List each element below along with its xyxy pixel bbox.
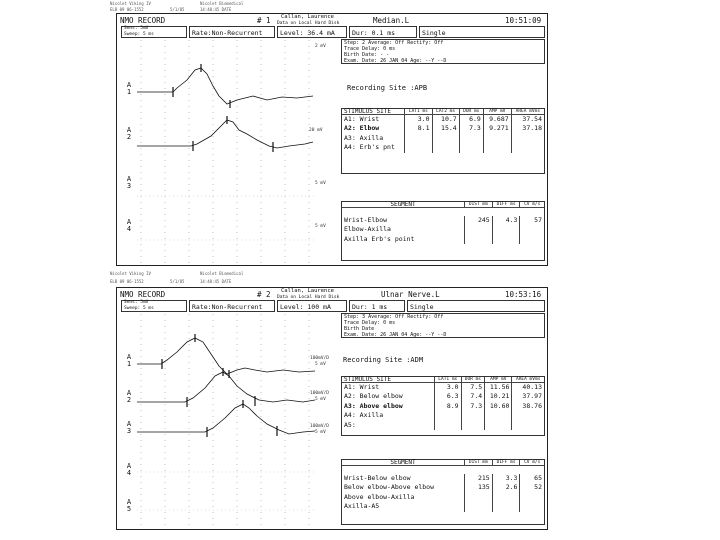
info-line-4: Exam. Date: 26 JAN 04 Age: --Y --D [344, 332, 447, 338]
study-2-panel [116, 287, 548, 530]
diff-cell [492, 235, 520, 244]
col-dur: DUR ms [461, 377, 485, 383]
mode-value: Single [422, 29, 446, 37]
dist-cell: 245 [465, 216, 493, 225]
dur-cell: 6.9 [459, 115, 483, 125]
trace-1 [137, 338, 315, 374]
data-source: Data on Local Hard Disk [277, 21, 340, 26]
site-cell: A1: Wrist [342, 383, 435, 393]
diff-cell [492, 493, 520, 502]
dur-cell: 7.5 [461, 383, 485, 393]
col-amp: AMP mV [485, 377, 512, 383]
area-cell: 37.54 [522, 115, 542, 123]
study-2-stimulus-table-box [341, 376, 545, 436]
trace-1 [137, 68, 313, 104]
info-line-4: Exam. Date: 26 JAN 04 Age: --Y --D [344, 58, 447, 64]
site-cell: A1: Wrist [342, 115, 405, 125]
amp-cell: 11.56 [485, 383, 512, 393]
dur-value: Dur: 1 ms [352, 303, 388, 311]
sweep-label: Sweep: 5 ms [124, 32, 154, 37]
study-2-segment-table [342, 460, 544, 512]
lat2-cell: 10.7 [432, 115, 459, 125]
mode-box [407, 300, 545, 312]
cv-cell [520, 225, 544, 234]
study-1-segment-table-box [341, 201, 545, 261]
top-header-line-4: Nicolet Biomedical [200, 1, 244, 6]
sens-sweep-box [121, 26, 187, 38]
study-2-waveforms [117, 314, 337, 528]
dur-cell: 7.3 [461, 402, 485, 411]
mid-header-line-3: 5/1/85 [170, 279, 185, 284]
cv-cell: 57 [534, 216, 542, 224]
dist-cell [465, 493, 493, 502]
lat2-cell: 15.4 [432, 124, 459, 133]
info-line-3: Birth Date: - - [344, 52, 390, 58]
amp-cell: 10.21 [485, 392, 512, 401]
dist-cell: 135 [465, 483, 493, 492]
cv-cell: 65 [534, 474, 542, 482]
trace-label-4: A 4 [126, 218, 132, 233]
recording-site: Recording Site :ADM [343, 356, 424, 364]
mid-header-line-1: Nicolet Viking IV [110, 271, 151, 276]
segment-cell: Axilla-A5 [342, 502, 465, 511]
mode-value: Single [410, 303, 434, 311]
lat1-cell [405, 134, 432, 143]
col-segment: SEGMENT [342, 202, 465, 208]
col-segment: SEGMENT [342, 460, 465, 466]
site-cell: A3: Axilla [342, 134, 405, 143]
cv-cell [520, 493, 544, 502]
area-cell: 37.18 [522, 124, 542, 133]
study-2-settings-box [341, 313, 545, 338]
dist-cell: 215 [465, 474, 493, 483]
trace-label-5: A 5 [126, 498, 132, 513]
clock-time: 10:53:16 [505, 290, 542, 299]
col-dur: DUR ms [459, 109, 483, 115]
app-title: NMO RECORD [120, 16, 166, 25]
segment-cell: Wrist-Elbow [342, 216, 465, 225]
mid-header-line-5: 14:40:45 DATE [200, 279, 232, 284]
area-cell [511, 134, 544, 143]
study-number: # 2 [257, 290, 271, 299]
study-1-segment-table [342, 202, 544, 244]
table-row [342, 134, 544, 143]
col-dist: DIST mm [465, 460, 493, 466]
site-cell: A3: Above elbow [342, 402, 435, 411]
study-2-stimulus-table [342, 377, 544, 430]
table-row [342, 392, 544, 401]
col-area: AREA mVms [512, 377, 544, 383]
info-line-1: Step: 3 Average: Off Rectify: Off [344, 314, 444, 320]
rate-value: Rate:Non-Recurrent [192, 29, 263, 37]
study-2-info-panel [341, 313, 547, 527]
scale-label-6: 5 mV [315, 430, 326, 435]
cv-cell [520, 235, 544, 244]
lat1-cell: 3.0 [435, 383, 462, 393]
amp-cell [485, 421, 512, 430]
col-stimulus-site: STIMULUS SITE [342, 377, 435, 383]
sens-label: Sens: 5mV [124, 300, 149, 305]
rate-box [189, 26, 275, 38]
diff-cell: 3.3 [492, 474, 520, 483]
amp-cell: 9.687 [483, 115, 511, 125]
info-line-3: Birth Date [344, 326, 375, 332]
level-value: Level: 100 mA [280, 303, 331, 311]
amp-cell [483, 143, 511, 152]
trace-label-1: A 1 [126, 353, 132, 368]
site-cell: A2: Below elbow [342, 392, 435, 401]
dur-box [349, 300, 405, 312]
table-row [342, 502, 544, 511]
lat1-cell: 8.9 [435, 402, 462, 411]
table-row [342, 483, 544, 492]
table-row [342, 411, 544, 420]
col-lat1: LAT1 ms [435, 377, 462, 383]
site-cell: A2: Elbow [342, 124, 405, 133]
lat1-cell: 6.3 [435, 392, 462, 401]
rate-value: Rate:Non-Recurrent [192, 303, 263, 311]
col-area: AREA mVms [511, 109, 544, 115]
lat1-cell [435, 421, 462, 430]
dur-cell [461, 411, 485, 420]
study-1-header [117, 14, 547, 38]
col-lat1: LAT1 ms [405, 109, 432, 115]
dur-cell: 7.4 [461, 392, 485, 401]
trace-2 [137, 372, 315, 402]
table-row [342, 474, 544, 483]
lat2-cell [432, 143, 459, 152]
table-row [342, 402, 544, 411]
col-cv: CV m/s [520, 460, 544, 466]
table-row [342, 421, 544, 430]
scale-label-2: 20 mV [309, 128, 323, 133]
trace-2 [137, 120, 313, 148]
dur-box [349, 26, 417, 38]
diff-cell [492, 502, 520, 511]
scale-label-3: 5 mV [315, 181, 326, 186]
patient-name: Callan, Laurence [281, 14, 334, 20]
info-line-2: Trace Delay: 0 ms [344, 320, 396, 326]
info-line-2: Trace Delay: 0 ms [344, 46, 396, 52]
scale-label-1: 2 mV [315, 44, 326, 49]
table-row [342, 225, 544, 234]
dur-cell [461, 421, 485, 430]
amp-cell [483, 134, 511, 143]
trace-label-1: A 1 [126, 81, 132, 96]
col-dist: DIST mm [465, 202, 493, 208]
amp-cell [485, 411, 512, 420]
col-diff: DIFF ms [492, 202, 520, 208]
table-row [342, 216, 544, 225]
area-cell [512, 421, 544, 430]
app-title: NMO RECORD [120, 290, 166, 299]
top-header-line-5: 14:40:45 DATE [200, 7, 232, 12]
study-1-waveforms [117, 40, 337, 264]
dist-cell [465, 225, 493, 234]
dur-value: Dur: 0.1 ms [352, 29, 396, 37]
amp-cell: 10.60 [485, 402, 512, 411]
trace-label-3: A 3 [126, 175, 132, 190]
cv-cell: 52 [534, 483, 542, 492]
diff-cell [492, 225, 520, 234]
site-cell: A4: Erb's pnt [342, 143, 405, 152]
scale-label-4: 5 mV [315, 224, 326, 229]
area-cell: 37.97 [522, 392, 542, 401]
segment-cell: Wrist-Below elbow [342, 474, 465, 483]
area-cell: 40.13 [522, 383, 542, 391]
table-row [342, 143, 544, 152]
scale-label-4: 5 mV [315, 397, 326, 402]
trace-label-3: A 3 [126, 420, 132, 435]
study-1-stimulus-table [342, 109, 544, 153]
amp-cell: 9.271 [483, 124, 511, 133]
lat1-cell: 3.0 [405, 115, 432, 125]
data-source: Data on Local Hard Disk [277, 295, 340, 300]
sweep-label: Sweep: 5 ms [124, 306, 154, 311]
col-stimulus-site: STIMULUS SITE [342, 109, 405, 115]
trace-label-2: A 2 [126, 389, 132, 404]
site-cell: A5: [342, 421, 435, 430]
area-cell [512, 411, 544, 420]
study-2-header [117, 288, 547, 312]
nerve-name: Ulnar Nerve.L [381, 290, 440, 299]
level-value: Level: 36.4 mA [280, 29, 335, 37]
rate-box [189, 300, 275, 312]
segment-cell: Axilla Erb's point [342, 235, 465, 244]
dur-cell [459, 134, 483, 143]
scale-label-3: 100mV/D [310, 391, 329, 396]
top-header-line-3: 5/1/85 [170, 7, 185, 12]
segment-cell: Above elbow-Axilla [342, 493, 465, 502]
info-line-1: Step: 2 Average: Off Rectify: Off [344, 40, 444, 46]
dur-cell [459, 143, 483, 152]
dist-cell [465, 502, 493, 511]
lat1-cell [405, 143, 432, 152]
grid-dots [141, 314, 309, 528]
study-1-panel [116, 13, 548, 266]
clock-time: 10:51:09 [505, 16, 542, 25]
scale-label-5: 100mV/D [310, 424, 329, 429]
mode-box [419, 26, 545, 38]
study-1-stimulus-table-box [341, 108, 545, 174]
area-cell [511, 143, 544, 152]
col-cv: CV m/s [520, 202, 544, 208]
study-number: # 1 [257, 16, 271, 25]
patient-name: Callan, Laurence [281, 288, 334, 294]
segment-cell: Elbow-Axilla [342, 225, 465, 234]
level-box [277, 26, 347, 38]
col-diff: DIFF ms [492, 460, 520, 466]
sens-label: Sens: 5mV [124, 26, 149, 31]
trace-label-2: A 2 [126, 126, 132, 141]
trace-3 [137, 404, 315, 434]
study-2-segment-table-box [341, 459, 545, 525]
dist-cell [465, 235, 493, 244]
diff-cell: 4.3 [492, 216, 520, 225]
top-header-line-2: ELB 09 06-1552 [110, 7, 144, 12]
site-cell: A4: Axilla [342, 411, 435, 420]
col-amp: AMP mV [483, 109, 511, 115]
diff-cell: 2.6 [492, 483, 520, 492]
recording-site: Recording Site :APB [347, 84, 428, 92]
table-row [342, 115, 544, 125]
table-row [342, 235, 544, 244]
table-row [342, 124, 544, 133]
table-row [342, 383, 544, 393]
segment-cell: Below elbow-Above elbow [342, 483, 465, 492]
table-row [342, 493, 544, 502]
mid-header-line-4: Nicolet Biomedical [200, 271, 244, 276]
scale-label-2: 5 mV [315, 362, 326, 367]
lat2-cell [432, 134, 459, 143]
top-header-line-1: Nicolet Viking IV [110, 1, 151, 6]
trace-label-4: A 4 [126, 462, 132, 477]
nerve-name: Median.L [373, 16, 410, 25]
mid-header-line-2: ELB 09 06-1552 [110, 279, 144, 284]
sens-sweep-box [121, 300, 187, 312]
cv-cell [520, 502, 544, 511]
study-1-info-panel [341, 39, 547, 263]
study-1-settings-box [341, 39, 545, 64]
scale-label-1: 100mV/D [310, 356, 329, 361]
col-lat2: LAT2 ms [432, 109, 459, 115]
lat1-cell: 8.1 [405, 124, 432, 133]
dur-cell: 7.3 [459, 124, 483, 133]
area-cell: 38.76 [522, 401, 542, 410]
level-box [277, 300, 347, 312]
grid-dots [141, 40, 309, 264]
lat1-cell [435, 411, 462, 420]
